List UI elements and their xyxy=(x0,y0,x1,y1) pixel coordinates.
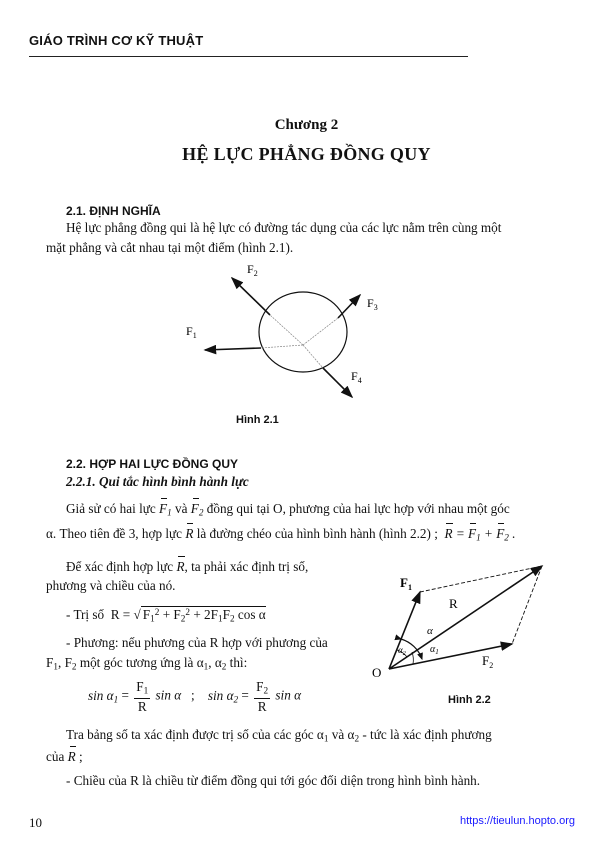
f4-label: $F_4$ xyxy=(351,369,362,385)
chapter-number: Chương 2 xyxy=(274,117,339,133)
chapter-title: HỆ LỰC PHẲNG ĐỒNG QUY xyxy=(182,144,431,164)
r-label: R xyxy=(449,596,458,611)
f3-line-of-action xyxy=(303,318,338,345)
direction-line-2: $F_1$, $F_2$ một góc tương ứng là $\alpha_1$, $\alpha_2$ thì: xyxy=(46,655,248,672)
magnitude-formula: - Trị số R = √ $F_1^2 + F_2^2 + 2F_1F_2$ cos α xyxy=(66,607,266,624)
alpha-label: α xyxy=(427,625,433,637)
text: một góc tương ứng là α xyxy=(79,655,204,670)
text: Giả sử có hai lực xyxy=(66,501,156,516)
text: - Trị số xyxy=(66,607,105,623)
paragraph-forces-line-1: Giả sử có hai lực $F_1$ và $F_2$ đồng qui tại O, phương của hai lực hợp với nhau một góc xyxy=(66,501,510,518)
o-label: O xyxy=(372,665,382,680)
parallelogram-right-edge xyxy=(512,566,542,644)
text: thì: xyxy=(229,655,248,670)
text: là đường chéo của hình bình hành (hình 2.2) ; xyxy=(196,526,438,541)
figure-2-2 xyxy=(360,555,580,680)
text: và α xyxy=(331,727,355,742)
sine-formulas: $\sin \alpha_1$ = $\frac{F_1}{R}$ sin α ; $\sin \alpha_2$ = $\frac{F_2}{R}$ sin α xyxy=(88,679,302,715)
paragraph-forces-line-2: α. Theo tiên đề 3, hợp lực R là đường chéo của hình bình hành (hình 2.2) ; $R = F_1 + F_2$ . xyxy=(46,526,516,543)
subsection-heading-2-2-1: 2.2.1. Qui tắc hình bình hành lực xyxy=(66,474,249,489)
source-link[interactable]: https://tieulun.hopto.org xyxy=(460,815,575,827)
text: Để xác định hợp lực xyxy=(66,559,174,574)
f1-label: $F_1$ xyxy=(186,324,197,340)
figure-2-1-caption: Hình 2.1 xyxy=(236,414,279,426)
f2-label: $F_2$ xyxy=(482,653,494,670)
alpha2-label: $\alpha_2$ xyxy=(398,645,406,657)
header-rule xyxy=(29,56,468,57)
f2-line-of-action xyxy=(270,315,303,345)
table-lookup-line-2: của R ; xyxy=(46,749,83,764)
definition-line-2: mặt phẳng và cắt nhau tại một điểm (hình 2.1). xyxy=(46,240,294,255)
section-heading-2-1: 2.1. ĐỊNH NGHĨA xyxy=(66,204,161,218)
text: ; xyxy=(78,749,83,764)
text: , ta phải xác định trị số, xyxy=(184,559,309,574)
text: - tức là xác định phương xyxy=(362,727,492,742)
f3-arrow xyxy=(338,295,360,318)
paragraph-determine-line-2: phương và chiều của nó. xyxy=(46,578,176,593)
text: F xyxy=(46,655,54,670)
table-lookup-line-1: Tra bảng số ta xác định được trị số của các góc $\alpha_1$ và $\alpha_2$ - tức là xác định phương xyxy=(66,727,492,744)
section-heading-2-2: 2.2. HỢP HAI LỰC ĐỒNG QUY xyxy=(66,457,238,471)
f3-label: $F_3$ xyxy=(367,296,378,312)
running-header: GIÁO TRÌNH CƠ KỸ THUẬT xyxy=(29,33,204,48)
f4-arrow xyxy=(323,368,352,397)
text: Tra bảng số ta xác định được trị số của các góc α xyxy=(66,727,324,742)
f2-label: $F_2$ xyxy=(247,262,258,278)
alpha1-label: $\alpha_1$ xyxy=(430,644,439,656)
f2-arrow xyxy=(232,278,270,315)
text: đồng qui tại O, phương của hai lực hợp với nhau một góc xyxy=(206,501,510,516)
paragraph-determine-line-1: Để xác định hợp lực R, ta phải xác định trị số, xyxy=(66,559,309,574)
text: của xyxy=(46,749,65,764)
f1-label: $F_1$ xyxy=(400,575,412,592)
figure-2-2-caption: Hình 2.2 xyxy=(448,694,491,706)
f1-line-of-action xyxy=(261,345,303,348)
figure-2-1 xyxy=(170,255,410,400)
f4-line-of-action xyxy=(303,345,323,368)
direction-line-1: - Phương: nếu phương của R hợp với phương của xyxy=(66,635,328,650)
text: , F xyxy=(57,655,72,670)
definition-line-1: Hệ lực phẳng đồng qui là hệ lực có đường tác dụng của các lực nằm trên cùng một xyxy=(66,220,502,235)
body-ellipse xyxy=(259,292,347,372)
sense-line: - Chiều của R là chiều từ điểm đồng qui tới góc đối diện trong hình bình hành. xyxy=(66,773,481,788)
alpha1-arc xyxy=(412,652,413,664)
text: α. Theo tiên đề 3, hợp lực xyxy=(46,526,183,541)
page-number: 10 xyxy=(29,815,42,830)
text: và xyxy=(175,501,188,516)
f1-arrow xyxy=(205,348,261,350)
f1-vector xyxy=(389,592,420,669)
text: , α xyxy=(208,655,222,670)
